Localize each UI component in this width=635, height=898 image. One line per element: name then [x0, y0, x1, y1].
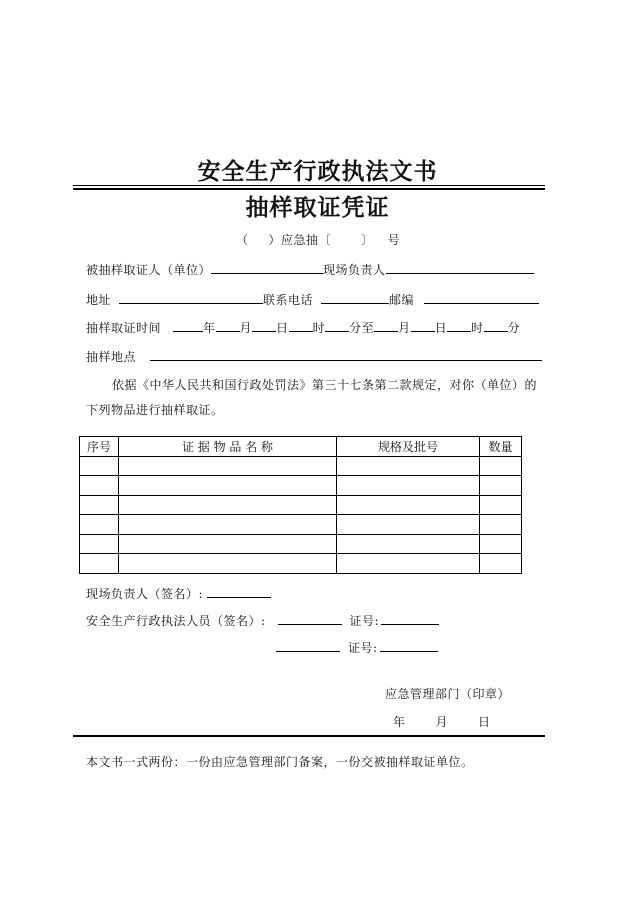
- address-field[interactable]: [119, 290, 263, 304]
- phone-field[interactable]: [321, 290, 389, 304]
- footer-note: 本文书一式两份：一份由应急管理部门备案，一份交被抽样取证单位。: [86, 755, 474, 769]
- table-cell[interactable]: [80, 515, 119, 535]
- onsite-manager-label: 现场负责人: [323, 263, 386, 277]
- table-header-row: [80, 437, 522, 457]
- legal-basis-statement: 依据《中华人民共和国行政处罚法》第三十七条第二款规定，对你（单位）的: [112, 378, 538, 392]
- end-month-field[interactable]: [374, 318, 398, 332]
- document-number: （ ）应急抽〔 〕 号: [236, 233, 401, 247]
- officer-2-cert-label: 证号:: [348, 641, 378, 655]
- sampled-party-label: 被抽样取证人（单位）: [86, 263, 212, 277]
- column-header-spec-batch: 规格及批号: [337, 437, 480, 457]
- table-cell[interactable]: [480, 515, 522, 535]
- table-cell[interactable]: [480, 456, 522, 476]
- seal-year-label: 年: [393, 715, 406, 729]
- postcode-field[interactable]: [424, 290, 539, 304]
- onsite-manager-signature-field[interactable]: [207, 584, 271, 598]
- table-cell[interactable]: [337, 554, 480, 574]
- table-cell[interactable]: [480, 554, 522, 574]
- seal-day-label: 日: [478, 715, 491, 729]
- column-header-quantity: 数量: [480, 437, 522, 457]
- table-cell[interactable]: [119, 495, 337, 515]
- department-seal-label: 应急管理部门（印章）: [385, 687, 511, 701]
- table-row: [80, 534, 522, 554]
- officer-signature-label: 安全生产行政执法人员（签名）:: [86, 614, 266, 628]
- onsite-manager-signature-label: 现场负责人（签名）:: [86, 587, 204, 601]
- postcode-label: 邮编: [389, 293, 415, 307]
- column-header-number: 序号: [80, 437, 119, 457]
- table-cell[interactable]: [480, 476, 522, 496]
- table-cell[interactable]: [80, 495, 119, 515]
- footer-divider: [73, 735, 545, 737]
- table-cell[interactable]: [119, 476, 337, 496]
- table-row: [80, 495, 522, 515]
- table-cell[interactable]: [80, 554, 119, 574]
- table-cell[interactable]: [119, 534, 337, 554]
- table-cell[interactable]: [337, 476, 480, 496]
- seal-date: [393, 713, 491, 730]
- table-cell[interactable]: [80, 476, 119, 496]
- table-cell[interactable]: [337, 515, 480, 535]
- table-row: [80, 554, 522, 574]
- start-minute-field[interactable]: [325, 318, 349, 332]
- end-day-field[interactable]: [411, 318, 435, 332]
- evidence-items-table: [79, 436, 522, 574]
- table-row: [80, 456, 522, 476]
- sampling-time-row: 抽样取证时间 年 月 日 时 分至 月 日 时 分: [86, 318, 520, 336]
- officer-2-cert-field[interactable]: [380, 638, 438, 652]
- officer-1-cert-field[interactable]: [381, 611, 439, 625]
- officer-1-signature-field[interactable]: [278, 611, 342, 625]
- officer-signature-row-1: [86, 611, 439, 629]
- table-cell[interactable]: [80, 534, 119, 554]
- table-cell[interactable]: [119, 456, 337, 476]
- table-cell[interactable]: [119, 515, 337, 535]
- table-cell[interactable]: [480, 495, 522, 515]
- sampling-location-row: [86, 347, 542, 365]
- sampled-party-field[interactable]: [211, 260, 323, 274]
- sampling-location-field[interactable]: [150, 347, 542, 361]
- start-day-field[interactable]: [252, 318, 276, 332]
- address-label: 地址: [86, 293, 112, 307]
- table-cell[interactable]: [337, 534, 480, 554]
- officer-signature-row-2: [276, 638, 438, 656]
- end-minute-field[interactable]: [484, 318, 508, 332]
- end-hour-field[interactable]: [447, 318, 471, 332]
- sampling-location-label: 抽样地点: [86, 350, 137, 364]
- table-row: [80, 476, 522, 496]
- seal-month-label: 月: [435, 715, 449, 729]
- start-hour-field[interactable]: [289, 318, 313, 332]
- onsite-manager-field[interactable]: [386, 260, 534, 274]
- document-category-title: 安全生产行政执法文书: [197, 158, 438, 185]
- start-year-field[interactable]: [173, 318, 203, 332]
- document-title: 抽样取证凭证: [245, 194, 390, 221]
- officer-2-signature-field[interactable]: [276, 638, 340, 652]
- table-cell[interactable]: [119, 554, 337, 574]
- legal-basis-statement-cont: 下列物品进行抽样取证。: [86, 403, 224, 417]
- table-cell[interactable]: [80, 456, 119, 476]
- table-cell[interactable]: [337, 495, 480, 515]
- address-row: [86, 290, 539, 308]
- sampled-party-row: [86, 260, 534, 278]
- column-header-item-name: 证 据 物 品 名 称: [119, 437, 337, 457]
- double-rule-top: [73, 185, 545, 186]
- table-cell[interactable]: [337, 456, 480, 476]
- phone-label: 联系电话: [263, 293, 314, 307]
- table-row: [80, 515, 522, 535]
- start-month-field[interactable]: [216, 318, 240, 332]
- officer-1-cert-label: 证号:: [349, 614, 380, 628]
- table-cell[interactable]: [480, 534, 522, 554]
- sampling-time-label: 抽样取证时间: [86, 321, 162, 335]
- onsite-manager-signature-row: [86, 584, 271, 602]
